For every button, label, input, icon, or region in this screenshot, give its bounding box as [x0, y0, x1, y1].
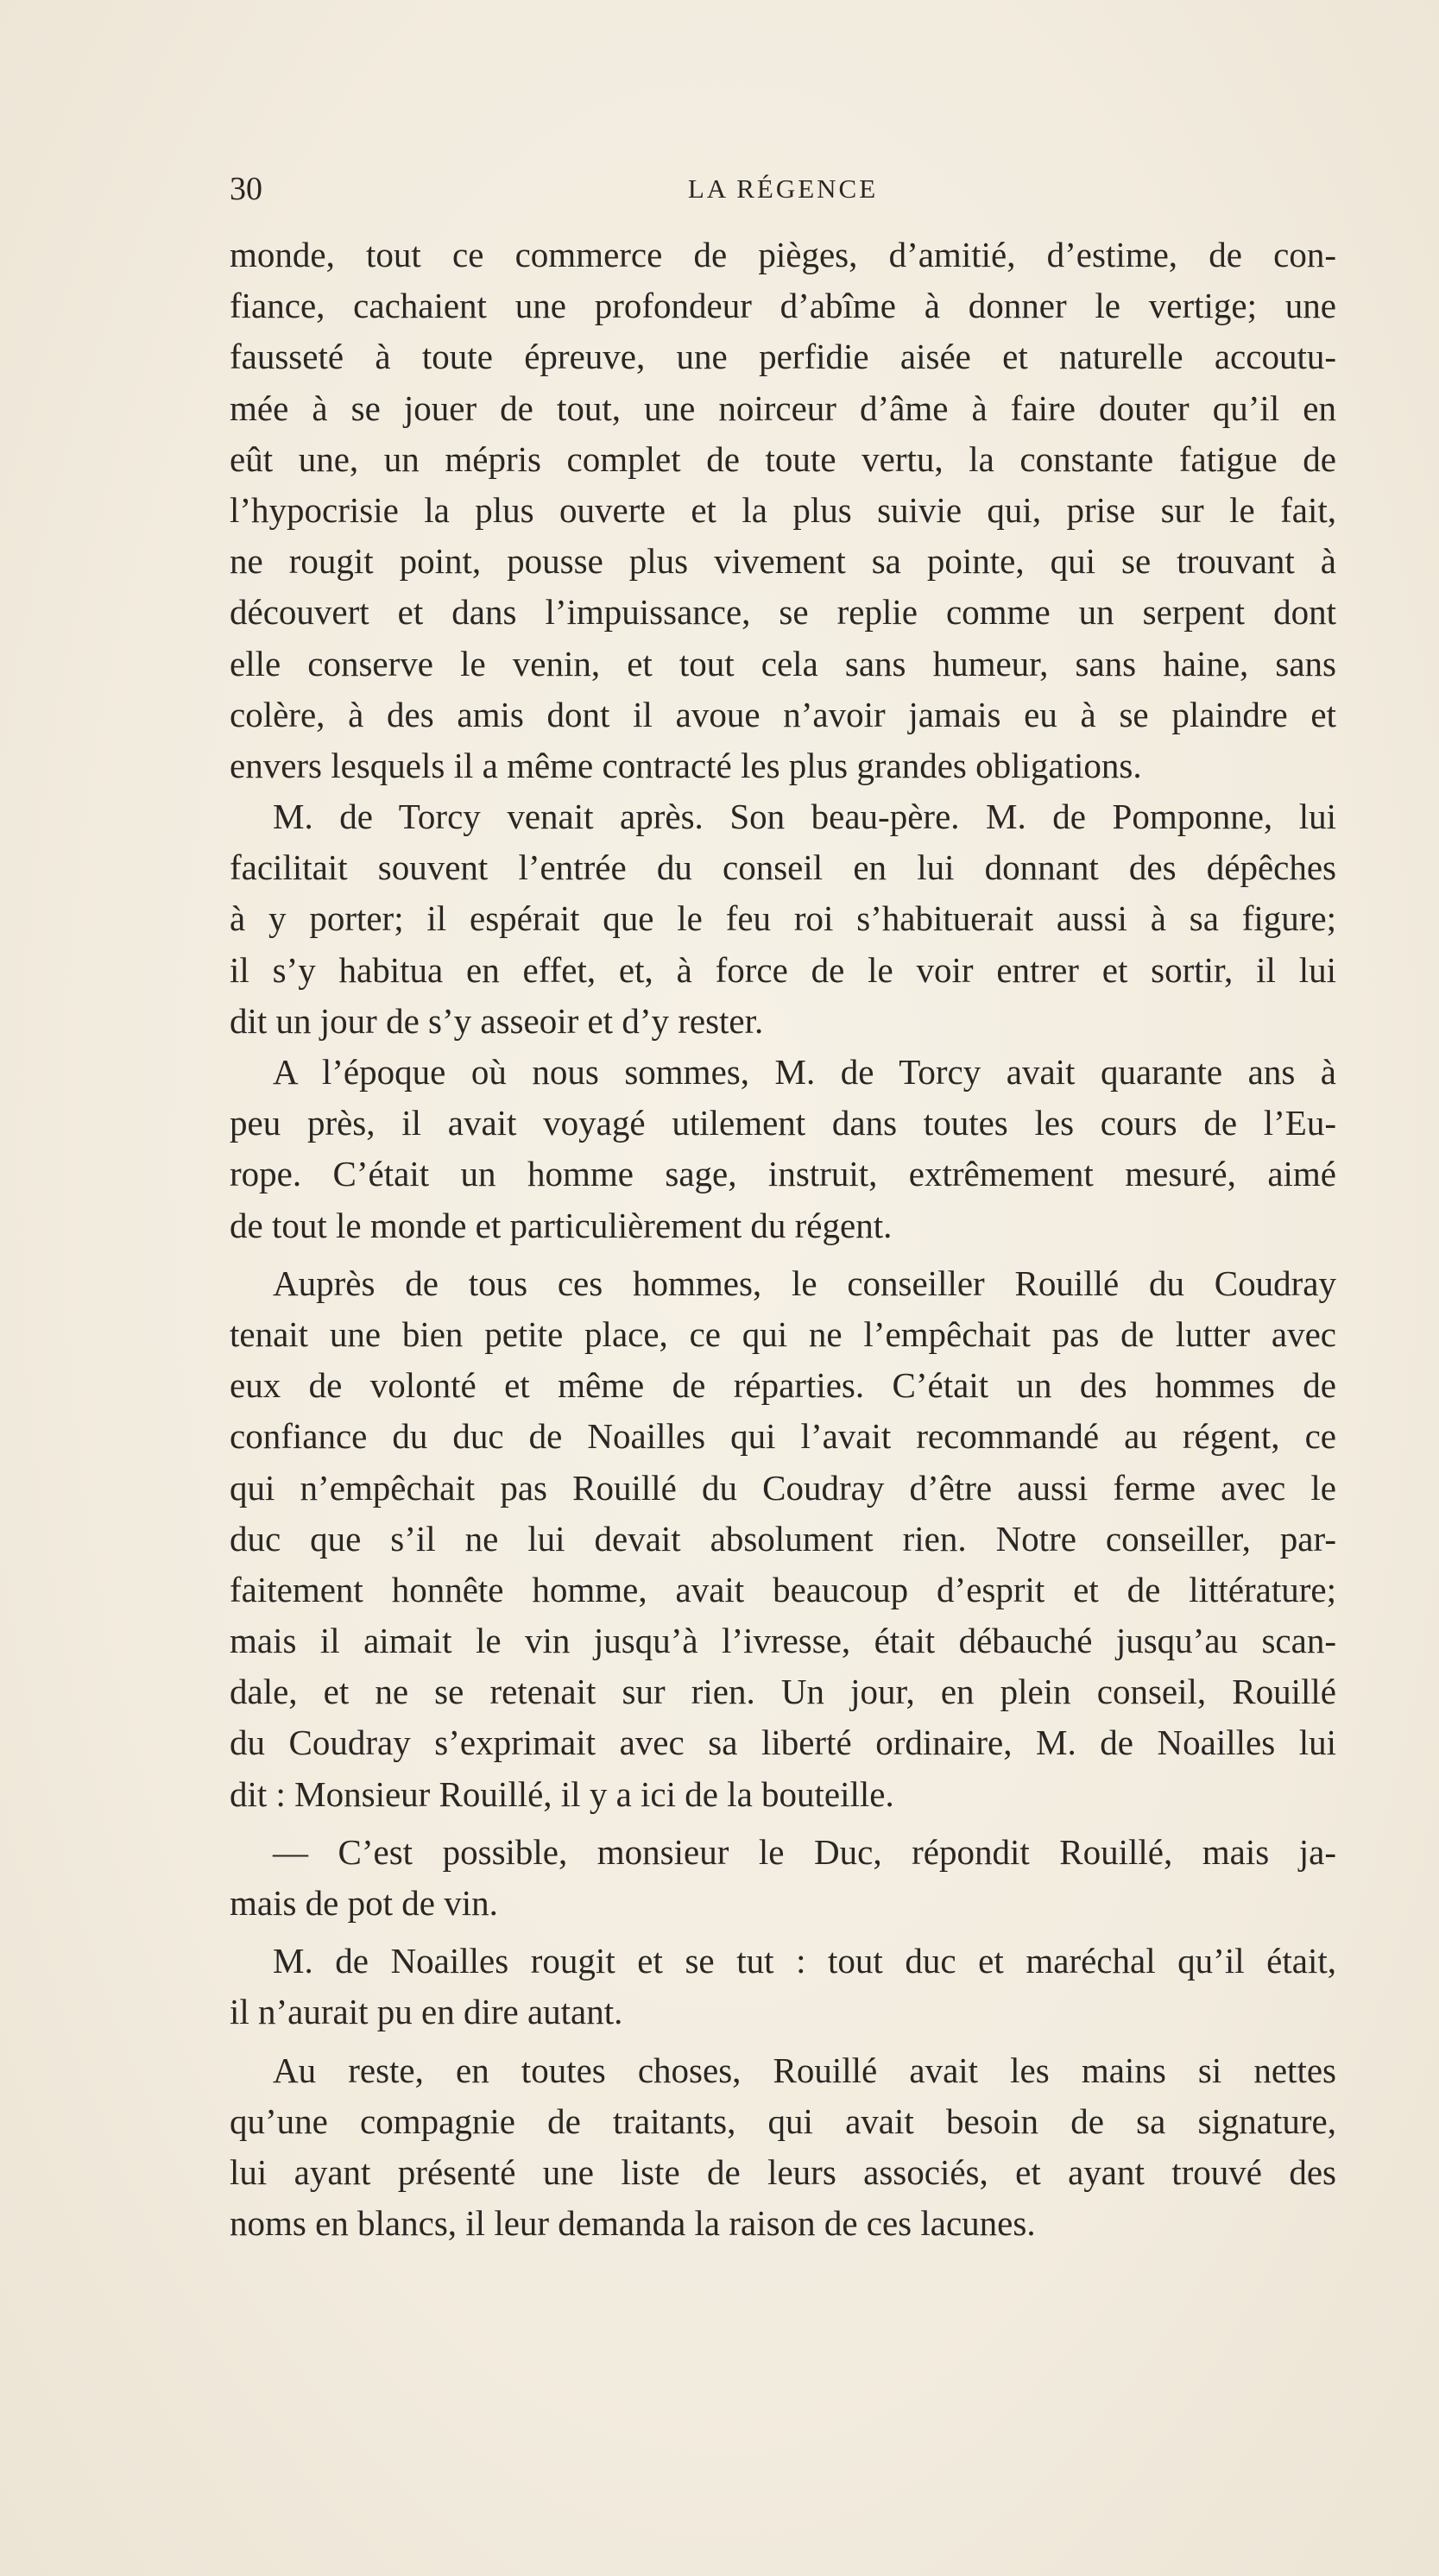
paragraph-spacing	[230, 2038, 1336, 2045]
text-line: monde, tout ce commerce de pièges, d’amitié, d’estime, de con-	[230, 235, 1336, 274]
text-line: mais de pot de vin.	[230, 1883, 498, 1923]
text-line: peu près, il avait voyagé utilement dans toutes les cours de l’Eu-	[230, 1103, 1336, 1143]
text-line: M. de Torcy venait après. Son beau-père. M. de Pomponne, lui	[273, 797, 1336, 837]
text-line: faitement honnête homme, avait beaucoup d’esprit et de littérature;	[230, 1569, 1336, 1609]
paragraph	[230, 2045, 1336, 2250]
text-line: fausseté à toute épreuve, une perfidie aisée et naturelle accoutu-	[230, 337, 1336, 377]
text-line: mais il aimait le vin jusqu’à l’ivresse, était débauché jusqu’au scan-	[230, 1621, 1336, 1661]
text-line: eût une, un mépris complet de toute vertu, la constante fatigue de	[230, 438, 1336, 479]
text-line: Au reste, en toutes choses, Rouillé avait les mains si nettes	[273, 2050, 1336, 2090]
page-header	[230, 167, 1336, 211]
text-line: elle conserve le venin, et tout cela sans humeur, sans haine, sans	[230, 643, 1336, 683]
text-line: envers lesquels il a même contracté les plus grandes obligations.	[230, 745, 1142, 785]
text-line: noms en blancs, il leur demanda la raison de ces lacunes.	[230, 2203, 1036, 2244]
text-line: découvert et dans l’impuissance, se replie comme un serpent dont	[230, 592, 1336, 633]
text-line: il s’y habitua en effet, et, à force de le voir entrer et sortir, il lui	[230, 949, 1336, 990]
text-line: colère, à des amis dont il avoue n’avoir jamais eu à se plaindre et	[230, 694, 1336, 734]
paragraph	[230, 1936, 1336, 2037]
text-line: dale, et ne se retenait sur rien. Un jour, en plein conseil, Rouillé	[230, 1672, 1336, 1712]
page-number: 30	[230, 171, 262, 207]
text-line: l’hypocrisie la plus ouverte et la plus suivie qui, prise sur le fait,	[230, 489, 1336, 530]
text-line: duc que s’il ne lui devait absolument rien. Notre conseiller, par-	[230, 1518, 1336, 1559]
running-head: LA RÉGENCE	[687, 173, 879, 204]
text-line: rope. C’était un homme sage, instruit, extrêmement mesuré, aimé	[230, 1154, 1336, 1194]
text-line: du Coudray s’exprimait avec sa liberté ordinaire, M. de Noailles lui	[230, 1723, 1336, 1763]
paragraph-spacing	[230, 1929, 1336, 1936]
paragraph	[230, 1827, 1336, 1929]
text-line: qui n’empêchait pas Rouillé du Coudray d’être aussi ferme avec le	[230, 1467, 1336, 1508]
text-line: eux de volonté et même de réparties. C’était un des hommes de	[230, 1365, 1336, 1406]
text-line: facilitait souvent l’entrée du conseil en lui donnant des dépêches	[230, 847, 1336, 888]
text-line: A l’époque où nous sommes, M. de Torcy avait quarante ans à	[273, 1052, 1336, 1092]
text-line: Auprès de tous ces hommes, le conseiller Rouillé du Coudray	[273, 1263, 1336, 1303]
text-line: de tout le monde et particulièrement du régent.	[230, 1205, 893, 1245]
text-line: fiance, cachaient une profondeur d’abîme à donner le vertige; une	[230, 286, 1336, 326]
text-line: M. de Noailles rougit et se tut : tout duc et maréchal qu’il était,	[273, 1941, 1336, 1981]
text-line: qu’une compagnie de traitants, qui avait besoin de sa signature,	[230, 2100, 1336, 2141]
text-line: dit un jour de s’y asseoir et d’y rester.	[230, 1000, 764, 1041]
paragraph-spacing	[230, 1251, 1336, 1258]
text-line: mée à se jouer de tout, une noirceur d’âme à faire douter qu’il en	[230, 387, 1336, 428]
text-line: tenait une bien petite place, ce qui ne l’empêchait pas de lutter avec	[230, 1313, 1336, 1354]
paragraph	[230, 1258, 1336, 1820]
text-line: à y porter; il espérait que le feu roi s’habituerait aussi à sa figure;	[230, 898, 1336, 939]
paragraph	[230, 1047, 1336, 1251]
text-line: ne rougit point, pousse plus vivement sa pointe, qui se trouvant à	[230, 541, 1336, 582]
paragraph	[230, 791, 1336, 1047]
text-line: — C’est possible, monsieur le Duc, répondit Rouillé, mais ja-	[273, 1831, 1336, 1872]
text-line: il n’aurait pu en dire autant.	[230, 1992, 623, 2032]
text-line: dit : Monsieur Rouillé, il y a ici de la bouteille.	[230, 1773, 894, 1814]
text-line: lui ayant présenté une liste de leurs associés, et ayant trouvé des	[230, 2151, 1336, 2192]
body-text	[230, 230, 1336, 2249]
paragraph-spacing	[230, 1820, 1336, 1827]
paragraph	[230, 230, 1336, 791]
text-line: confiance du duc de Noailles qui l’avait recommandé au régent, ce	[230, 1416, 1336, 1457]
